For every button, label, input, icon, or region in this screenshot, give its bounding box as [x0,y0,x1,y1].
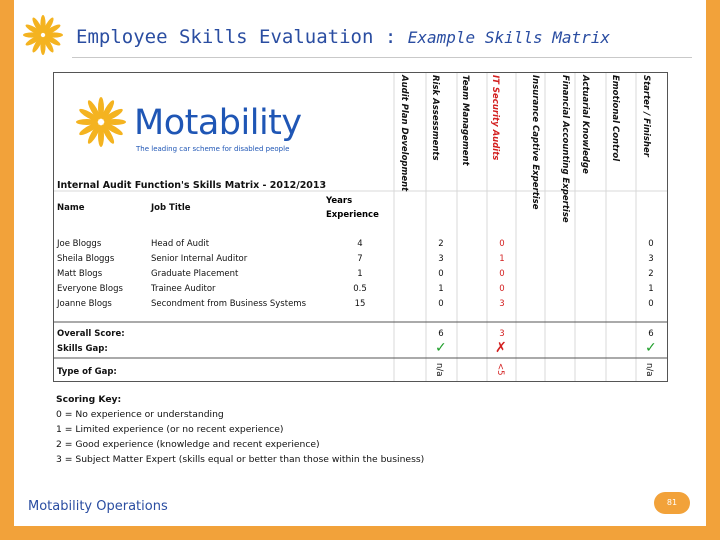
employee-job: Secondment from Business Systems [151,299,307,309]
slide-header [22,14,698,58]
skill-label: Audit Plan Development [399,75,409,192]
it-score: 3 [499,299,505,309]
skill-header-insurance [518,75,548,210]
it-score: 0 [499,284,505,294]
starter-gap-type: n/a [644,363,654,377]
overall-starter-score: 6 [648,329,654,339]
page-number-badge: 81 [654,492,690,514]
employee-name: Joanne Blogs [57,299,112,309]
skill-label: Insurance Captive Expertise [530,75,540,210]
motability-wordmark: Motability [134,103,302,143]
scoring-key [56,392,424,467]
left-frame-bar [0,0,14,540]
skill-header-audit-plan [399,75,429,190]
scoring-key-line: 2 = Good experience (knowledge and recent experience) [56,439,320,450]
overall-score-label: Overall Score: [57,329,125,339]
it-score: 0 [499,239,505,249]
check-icon: ✓ [435,340,447,356]
starter-score: 3 [648,254,654,264]
skills-matrix-sheet [53,72,668,382]
motability-tagline: The leading car scheme for disabled people [136,145,290,153]
skills-gap-label: Skills Gap: [57,344,108,354]
risk-gap-type: n/a [434,363,444,377]
overall-risk-score: 6 [438,329,444,339]
starter-score: 0 [648,299,654,309]
it-score: 0 [499,269,505,279]
skill-header-team [460,75,490,190]
motability-sun-logo-icon [74,95,128,149]
employee-job: Graduate Placement [151,269,239,279]
title-main: Employee Skills Evaluation : [76,26,397,48]
employee-job: Head of Audit [151,239,210,249]
scoring-key-line: 3 = Subject Matter Expert (skills equal or better than those within the business) [56,454,425,465]
risk-score: 2 [438,239,444,249]
employee-years: 7 [357,254,363,264]
header-years-line2: Experience [326,210,379,220]
header-years-line1: Years [326,196,353,206]
employee-job: Senior Internal Auditor [151,254,248,264]
employee-name: Matt Blogs [57,269,103,279]
it-score: 1 [499,254,505,264]
skill-label: Actuarial Knowledge [580,75,590,174]
overall-it-score: 3 [499,329,505,339]
employee-years: 1 [357,269,363,279]
title-subtitle: Example Skills Matrix [407,28,611,47]
scoring-key-line: 0 = No experience or understanding [56,409,224,420]
employee-name: Joe Bloggs [57,239,102,249]
skill-header-risk [430,75,460,190]
risk-score: 0 [438,299,444,309]
employee-name: Everyone Blogs [57,284,123,294]
skill-label: IT Security Audits [490,75,500,161]
skill-header-emotional [610,75,640,190]
skill-label: Emotional Control [610,75,620,162]
scoring-key-title: Scoring Key: [56,394,122,405]
skill-label: Starter / Finisher [641,75,651,157]
header-name: Name [57,203,85,213]
sunburst-logo-icon [22,14,64,56]
starter-score: 1 [648,284,654,294]
scoring-key-line: 1 = Limited experience (or no recent experience) [56,424,284,435]
skill-label: Risk Assessments [430,75,440,161]
it-gap-type: <5 [495,363,505,376]
header-years [326,194,379,222]
slide-title [76,26,610,48]
footer-brand: Motability Operations [28,499,168,514]
employee-years: 0.5 [353,284,367,294]
risk-score: 1 [438,284,444,294]
skill-header-starter [641,75,671,190]
skill-label: Financial Accounting Expertise [560,75,570,223]
employee-years: 15 [354,299,366,309]
employee-years: 4 [357,239,363,249]
starter-score: 0 [648,239,654,249]
skill-header-it-security [490,75,520,190]
type-of-gap-label: Type of Gap: [57,367,117,377]
employee-name: Sheila Bloggs [57,254,115,264]
risk-score: 3 [438,254,444,264]
employee-job: Trainee Auditor [151,284,216,294]
skill-label: Team Management [460,75,470,166]
check-icon: ✓ [645,340,657,356]
risk-score: 0 [438,269,444,279]
header-job-title: Job Title [151,203,191,213]
right-frame-bar [706,0,720,540]
skill-header-financial [548,75,578,223]
cross-icon: ✗ [495,340,507,356]
skill-header-actuarial [580,75,610,190]
title-divider [72,57,692,58]
matrix-title: Internal Audit Function's Skills Matrix - 2012/2013 [57,180,327,191]
starter-score: 2 [648,269,654,279]
bottom-frame-bar [0,526,720,540]
